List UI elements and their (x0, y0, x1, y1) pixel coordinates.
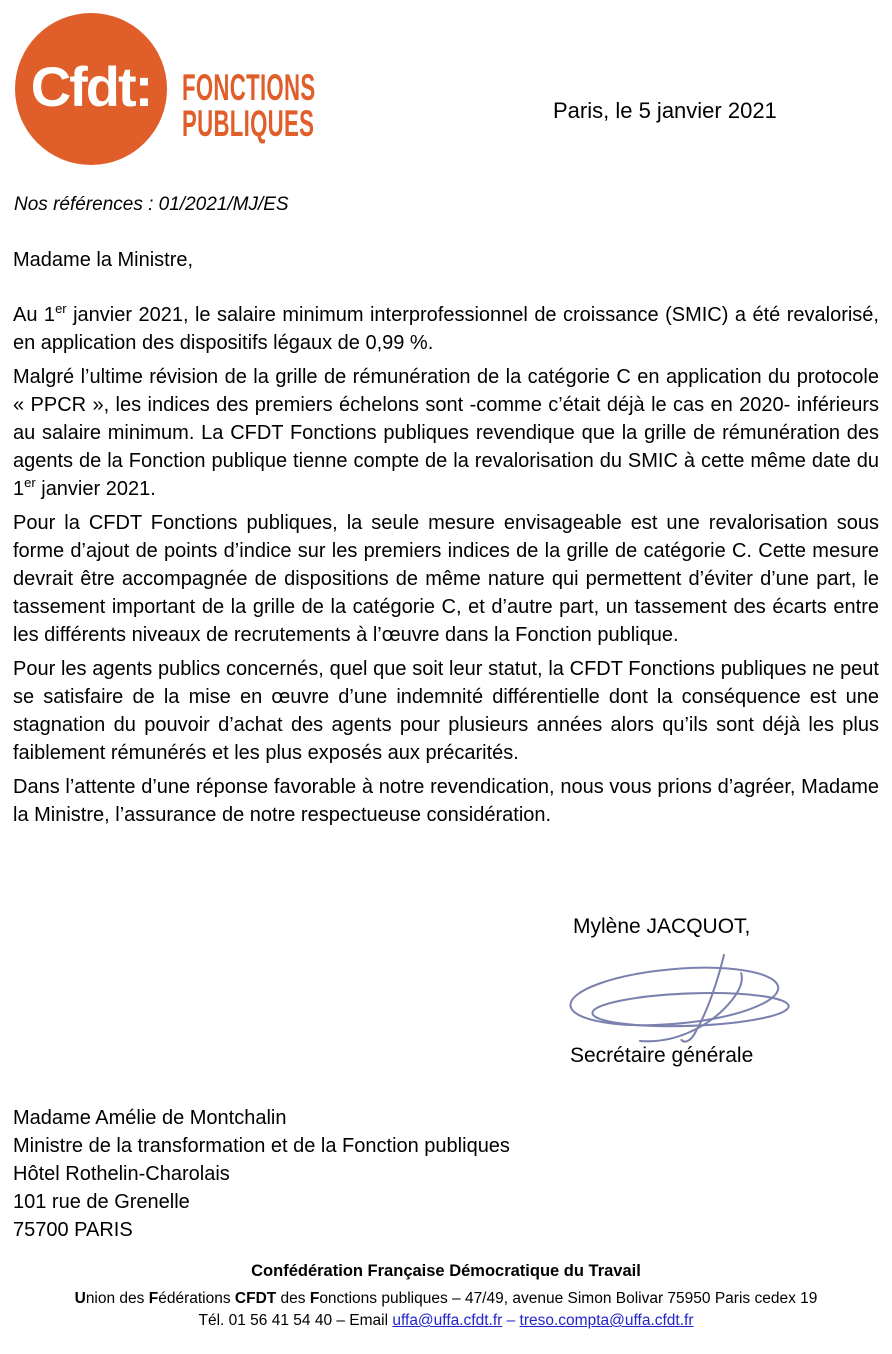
footer-union-segment: édérations (158, 1290, 235, 1307)
recipient-address (13, 1104, 510, 1244)
brand-name (182, 67, 316, 144)
signer-name: Mylène JACQUOT, (573, 915, 751, 938)
letter-date: Paris, le 5 janvier 2021 (553, 98, 777, 123)
superscript-ordinal: er (24, 475, 36, 490)
footer-union-segment: CFDT (234, 1290, 277, 1307)
paragraph-5: Dans l’attente d’une réponse favorable à notre revendication, nous vous prions d’agréer, Madame la Ministre, l’assurance de notre respectueuse considération. (13, 776, 879, 826)
paragraph-4: Pour les agents publics concernés, quel que soit leur statut, la CFDT Fonctions publiques ne peut se satisfaire de la mise en œuvre d’une indemnité différentielle dont la conséquence est une stagnation du pouvoir d’achat des agents pour plusieurs années alors qu’ils sont déjà les plus faiblement rémunérés et les plus exposés aux précarités. (13, 658, 879, 764)
reference-line: Nos références : 01/2021/MJ/ES (14, 194, 289, 215)
letter-body (13, 246, 879, 835)
paragraph-2: Malgré l’ultime révision de la grille de rémunération de la catégorie C en application du protocole « PPCR », les indices des premiers échelons sont -comme c’était déjà le cas en 2020- inférieurs au salaire minimum. La CFDT Fonctions publiques revendique que la grille de rémunération des agents de la Fonction publique tienne compte de la revalorisation du SMIC à cette même date du 1er janvier 2021. (13, 366, 879, 500)
superscript-ordinal: er (55, 301, 67, 316)
footer-contact-prefix: Tél. 01 56 41 54 40 – Email (198, 1312, 393, 1329)
recipient-line-2: Ministre de la transformation et de la Fonction publiques (13, 1135, 510, 1157)
email-link-treso[interactable]: treso.compta@uffa.cfdt.fr (519, 1312, 694, 1329)
signature-scribble (563, 951, 811, 1049)
brand-line-1: FONCTIONS (182, 67, 316, 108)
recipient-line-3: Hôtel Rothelin-Charolais (13, 1163, 230, 1185)
footer-union-segment: onctions publiques – 47/49, avenue Simon Bolivar 75950 Paris cedex 19 (319, 1290, 818, 1307)
signer-title: Secrétaire générale (570, 1044, 754, 1067)
letter-paragraphs (13, 301, 879, 829)
footer-email-separator: – (502, 1312, 520, 1329)
cfdt-logo-circle (15, 13, 167, 165)
email-link-uffa[interactable]: uffa@uffa.cfdt.fr (392, 1312, 503, 1329)
recipient-line-5: 75700 PARIS (13, 1219, 133, 1241)
footer-union-segment: F (148, 1290, 159, 1307)
footer-union-segment: U (74, 1290, 86, 1307)
footer-union-line (0, 1290, 892, 1308)
footer-contact-line (0, 1312, 892, 1330)
cfdt-logo-text: Cfdt: (30, 55, 152, 118)
footer-union-segment: F (309, 1290, 320, 1307)
paragraph-1: Au 1er janvier 2021, le salaire minimum interprofessionnel de croissance (SMIC) a été revalorisé, en application des dispositifs légaux de 0,99 %. (13, 301, 879, 354)
brand-line-2: PUBLIQUES (182, 103, 315, 144)
paragraph-3: Pour la CFDT Fonctions publiques, la seule mesure envisageable est une revalorisation sous forme d’ajout de points d’indice sur les premiers indices de la grille de catégorie C. Cette mesure devrait être accompagnée de dispositions de même nature qui permettent d’éviter d’une part, le tassement important de la grille de la catégorie C, et d’autre part, un tassement des écarts entre les différents niveaux de recrutements à l’œuvre dans la Fonction publique. (13, 512, 879, 646)
footer-organization: Confédération Française Démocratique du Travail (251, 1262, 641, 1280)
salutation: Madame la Ministre, (13, 249, 194, 271)
recipient-line-1: Madame Amélie de Montchalin (13, 1107, 287, 1129)
footer-union-segment: des (276, 1290, 310, 1307)
recipient-line-4: 101 rue de Grenelle (13, 1191, 190, 1213)
footer-union-segment: nion des (85, 1290, 149, 1307)
